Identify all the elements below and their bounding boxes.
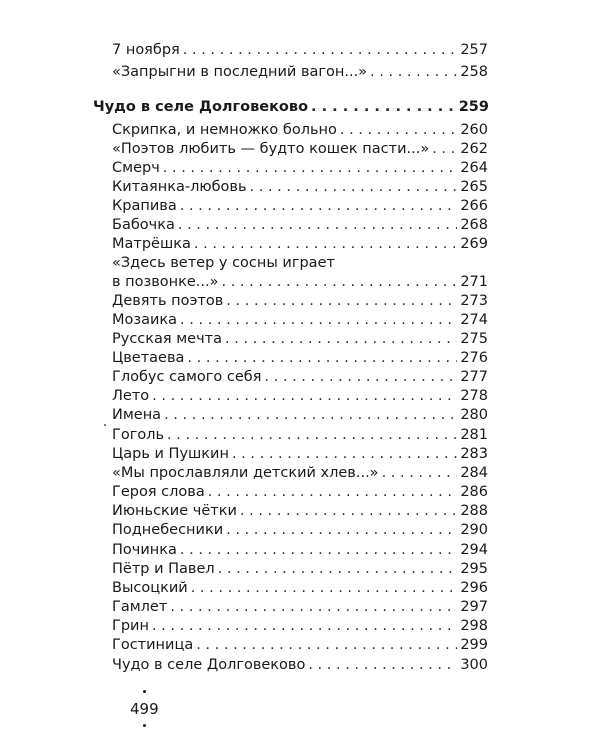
dot-leader	[308, 656, 457, 675]
dot-leader	[226, 521, 457, 540]
toc-entry	[0, 541, 600, 560]
toc-entry-title: «Мы прославляли детский хлев...»	[112, 465, 379, 481]
toc-entry	[0, 636, 600, 655]
toc-entry-title: Глобус самого себя	[112, 369, 262, 385]
toc-entry	[0, 197, 600, 216]
toc-entry-page: 276	[460, 350, 488, 366]
dot-leader	[178, 216, 457, 235]
toc-entry-title: Скрипка, и немножко больно	[112, 122, 337, 138]
toc-entry-page: 288	[460, 503, 488, 519]
toc-entry-title: Девять поэтов	[112, 293, 224, 309]
toc-section	[0, 98, 600, 117]
dot-leader	[250, 178, 458, 197]
toc-entry-title: Поднебесники	[112, 522, 224, 538]
toc-entry-title: Гостиница	[112, 637, 194, 653]
dot-leader	[191, 579, 458, 598]
toc-entry-title: Русская мечта	[112, 331, 223, 347]
dot-leader	[180, 197, 458, 216]
toc-entry-title: Июньские чётки	[112, 503, 237, 519]
toc-entry-title: Грин	[112, 618, 149, 634]
dot-leader	[232, 445, 457, 464]
dot-leader	[432, 140, 457, 159]
toc-entry-page: 295	[460, 561, 488, 577]
page-number: 499	[130, 700, 159, 718]
toc-entry	[0, 178, 600, 197]
toc-entry-title: «Поэтов любить — будто кошек пасти...»	[112, 141, 430, 157]
toc-entry-page: 271	[460, 274, 488, 290]
dot-leader	[264, 368, 457, 387]
toc-entry	[0, 349, 600, 368]
dot-leader	[167, 426, 457, 445]
toc-section-title: Чудо в селе Долговеково	[93, 99, 309, 115]
toc-entry-page: 269	[460, 236, 488, 252]
toc-entry-title: Починка	[112, 542, 177, 558]
dot-leader	[218, 560, 458, 579]
toc-entry-page: 277	[460, 369, 488, 385]
toc-entry-page: 274	[460, 312, 488, 328]
toc-entry-page: 286	[460, 484, 488, 500]
toc-entry-title: Матрёшка	[112, 236, 191, 252]
toc-entry-page: 273	[460, 293, 488, 309]
toc-entry-page: 290	[460, 522, 488, 538]
toc-entry	[0, 617, 600, 636]
toc-entry-page: 299	[460, 637, 488, 653]
dot-leader	[183, 41, 458, 60]
toc-entry	[0, 464, 600, 483]
toc-entry	[0, 311, 600, 330]
dot-leader	[187, 349, 457, 368]
toc-entry	[0, 483, 600, 502]
toc-entry-title: Бабочка	[112, 217, 175, 233]
print-speck	[104, 424, 106, 426]
toc-entry	[0, 502, 600, 521]
dot-leader	[208, 483, 458, 502]
toc-entry-title: Цветаева	[112, 350, 185, 366]
toc-entry-title: Лето	[112, 388, 150, 404]
toc-entry-page: 280	[460, 407, 488, 423]
dot-leader	[225, 330, 457, 349]
toc-entry-title: Имена	[112, 407, 162, 423]
dot-leader	[170, 598, 457, 617]
toc-entry-title: Высоцкий	[112, 580, 188, 596]
toc-entry	[0, 368, 600, 387]
folio-ornament-top	[143, 690, 146, 693]
toc-entry	[0, 216, 600, 235]
toc-entry	[0, 579, 600, 598]
toc-entry	[0, 140, 600, 159]
toc-entry-title: Смерч	[112, 160, 160, 176]
toc-entry-page: 260	[460, 122, 488, 138]
toc-entry	[0, 330, 600, 349]
toc-entry-page: 268	[460, 217, 488, 233]
toc-entry-page: 296	[460, 580, 488, 596]
toc-entry-title: 7 ноября	[112, 42, 180, 58]
dot-leader	[164, 406, 457, 425]
toc-entry-title-line1: «Здесь ветер у сосны играет	[112, 255, 335, 271]
toc-entry-title-line2: в позвонке...»	[112, 274, 219, 290]
toc-entry-page: 257	[460, 42, 488, 58]
dot-leader	[370, 63, 457, 82]
toc-entry-page: 281	[460, 427, 488, 443]
dot-leader	[180, 311, 457, 330]
folio-ornament-bottom	[143, 724, 146, 727]
toc-entry-title: Мозаика	[112, 312, 178, 328]
toc-entry-page: 264	[460, 160, 488, 176]
dot-leader	[196, 636, 457, 655]
toc-entry-page: 265	[460, 179, 488, 195]
toc-entry-page: 284	[460, 465, 488, 481]
toc-entry-title: Пётр и Павел	[112, 561, 215, 577]
dot-leader	[180, 541, 457, 560]
toc-entry	[0, 273, 600, 292]
toc-entry-page: 262	[460, 141, 488, 157]
toc-entry	[0, 159, 600, 178]
dot-leader	[340, 121, 457, 140]
toc-entry-title: Китаянка-любовь	[112, 179, 247, 195]
toc-entry	[0, 598, 600, 617]
toc-entry-multiline	[0, 254, 600, 273]
dot-leader	[226, 292, 457, 311]
toc-entry-title: Гамлет	[112, 599, 168, 615]
toc-entry	[0, 445, 600, 464]
dot-leader	[222, 273, 458, 292]
toc-entry-title: Царь и Пушкин	[112, 446, 229, 462]
toc-entry-page: 258	[460, 64, 488, 80]
dot-leader	[152, 387, 457, 406]
toc-entry	[0, 41, 600, 60]
toc-entry	[0, 560, 600, 579]
toc-entry-page: 266	[460, 198, 488, 214]
dot-leader	[163, 159, 458, 178]
toc-entry	[0, 292, 600, 311]
toc-entry-page: 297	[460, 599, 488, 615]
dot-leader	[194, 235, 457, 254]
toc-entry-title: «Запрыгни в последний вагон...»	[112, 64, 368, 80]
toc-entry-page: 275	[460, 331, 488, 347]
toc-entry-page: 283	[460, 446, 488, 462]
toc-entry-title: Гоголь	[112, 427, 165, 443]
toc-entry	[0, 121, 600, 140]
toc-entry	[0, 406, 600, 425]
dot-leader	[311, 98, 456, 117]
toc-entry	[0, 521, 600, 540]
toc-entry-title: Крапива	[112, 198, 177, 214]
toc-entry	[0, 63, 600, 82]
toc-entry-page: 278	[460, 388, 488, 404]
toc-entry	[0, 426, 600, 445]
toc-entry-page: 298	[460, 618, 488, 634]
toc-entry-title: Чудо в селе Долговеково	[112, 657, 306, 673]
toc-entry-page: 300	[460, 657, 488, 673]
toc-section-page: 259	[458, 99, 489, 115]
toc-entry	[0, 656, 600, 675]
dot-leader	[382, 464, 458, 483]
toc-entry	[0, 235, 600, 254]
dot-leader	[152, 617, 457, 636]
toc-entry-page: 294	[460, 542, 488, 558]
toc-entry	[0, 387, 600, 406]
toc-entry-title: Героя слова	[112, 484, 205, 500]
dot-leader	[240, 502, 457, 521]
